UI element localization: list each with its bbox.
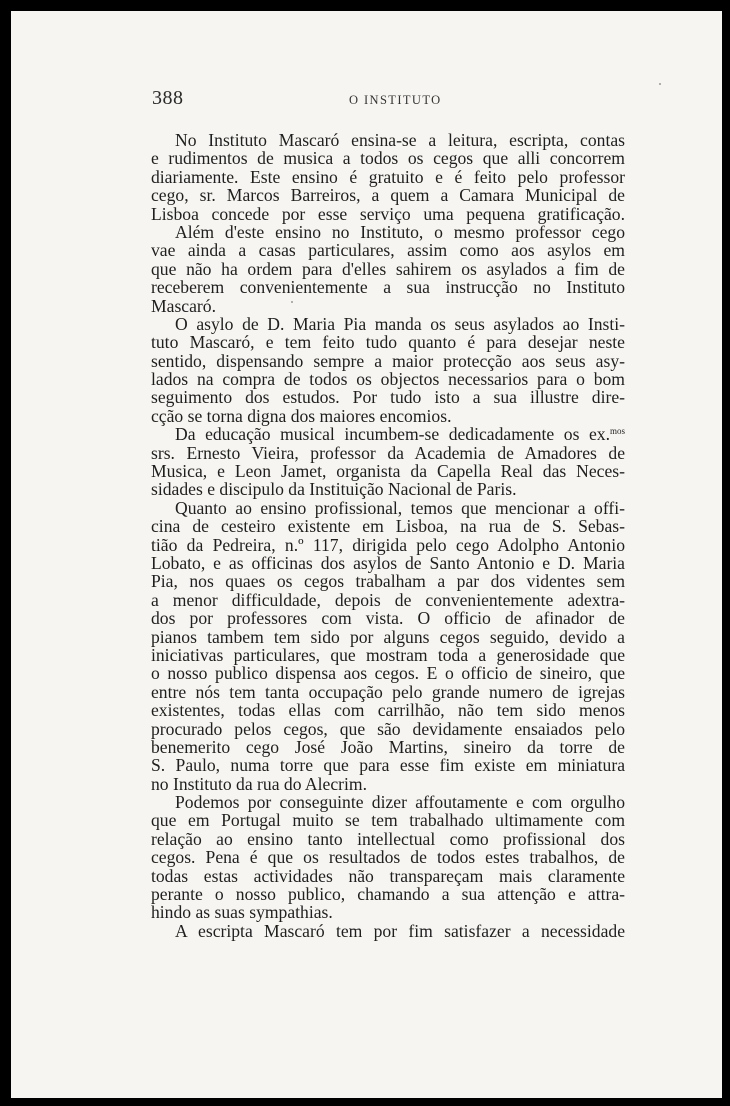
body-text [151, 131, 625, 940]
text-line: que em Portugal muito se tem trabalhado ultimamente com [151, 810, 625, 831]
superscript: mos [609, 426, 625, 437]
text-line: S. Paulo, numa torre que para esse fim existe em miniatura [151, 755, 625, 776]
text-line: iniciativas particulares, que mostram toda a generosidade que [151, 644, 625, 665]
text-line: perante o nosso publico, chamando a sua attenção e attra- [151, 884, 625, 905]
text-line: no Instituto da rua do Alecrim. [151, 773, 367, 794]
text-line: Quanto ao ensino profissional, temos que mencionar a offi- [175, 497, 625, 518]
text-line: sidades e discipulo da Instituição Nacional de Paris. [151, 479, 517, 500]
text-line: Além d'este ensino no Instituto, o mesmo professor cego [175, 221, 625, 242]
text-line: sentido, dispensando sempre a maior protecção aos seus asy- [151, 350, 625, 371]
text-line: srs. Ernesto Vieira, professor da Academia de Amadores de [151, 442, 625, 463]
running-head: O INSTITUTO [349, 93, 442, 107]
text-line: entre nós tem tanta occupação pelo grande numero de igrejas [151, 681, 625, 702]
text-line: hindo as suas sympathias. [151, 902, 333, 923]
text-line: existentes, todas ellas com carrilhão, não tem sido menos [151, 700, 625, 721]
text-line: Mascaró. [151, 295, 216, 316]
text-line: A escripta Mascaró tem por fim satisfazer a necessidade [175, 920, 625, 941]
text-line: receberem convenientemente a sua instrucção no Instituto [151, 277, 625, 298]
text-line: Lisboa concede por esse serviço uma pequena gratificação. [151, 203, 625, 224]
text-line [151, 425, 625, 443]
page-header [11, 11, 722, 121]
text-line: dos por professores com vista. O officio de afinador de [151, 608, 625, 629]
book-page [11, 11, 722, 1098]
text-line: Podemos por conseguinte dizer affoutamente e com orgulho [175, 792, 625, 813]
page-number: 388 [152, 87, 184, 109]
text-line: todas estas actividades não transpareçam mais claramente [151, 865, 625, 886]
text-line: relação ao ensino tanto intellectual como profissional dos [151, 828, 625, 849]
text-line: que não ha ordem para d'elles sahirem os asylados a fim de [151, 258, 625, 279]
text-line: No Instituto Mascaró ensina-se a leitura, escripta, contas [175, 130, 625, 150]
text-line: pianos tambem tem sido por alguns cegos seguido, devido a [151, 626, 625, 647]
text-line: benemerito cego José João Martins, sineiro da torre de [151, 736, 625, 757]
text-line: tuto Mascaró, e tem feito tudo quanto é para desejar neste [151, 332, 625, 353]
text-line: vae ainda a casas particulares, assim como aos asylos em [151, 240, 625, 261]
text-line: cina de cesteiro existente em Lisboa, na rua de S. Sebas- [151, 516, 625, 537]
text-line: Lobato, e as officinas dos asylos de Santo Antonio e D. Maria [151, 552, 625, 573]
text-line: O asylo de D. Maria Pia manda os seus asylados ao Insti- [175, 313, 625, 334]
text-line: cegos. Pena é que os resultados de todos estes trabalhos, de [151, 847, 625, 868]
scan-speck [291, 301, 293, 303]
text-line-content: Da educação musical incumbem-se dedicadamente os ex. [175, 424, 610, 445]
text-line: lados na compra de todos os objectos necessarios para o bom [151, 369, 625, 390]
text-line: cção se torna digna dos maiores encomios. [151, 405, 452, 426]
text-line: e rudimentos de musica a todos os cegos que alli concorrem [151, 148, 625, 169]
text-line: tião da Pedreira, n.º 117, dirigida pelo cego Adolpho Antonio [151, 534, 625, 555]
text-line: diariamente. Este ensino é gratuito e é feito pelo professor [151, 166, 625, 187]
text-line: a menor difficuldade, depois de convenientemente adextra- [151, 589, 625, 610]
scan-speck [659, 83, 661, 85]
text-line: cego, sr. Marcos Barreiros, a quem a Camara Municipal de [151, 185, 625, 206]
text-line: Pia, nos quaes os cegos trabalham a par dos videntes sem [151, 571, 625, 592]
text-line: o nosso publico dispensa aos cegos. E o officio de sineiro, que [151, 663, 625, 684]
text-line: procurado pelos cegos, que são devidamente ensaiados pelo [151, 718, 625, 739]
text-line: Musica, e Leon Jamet, organista da Capella Real das Neces- [151, 461, 625, 482]
text-line: seguimento dos estudos. Por tudo isto a sua illustre dire- [151, 387, 625, 408]
